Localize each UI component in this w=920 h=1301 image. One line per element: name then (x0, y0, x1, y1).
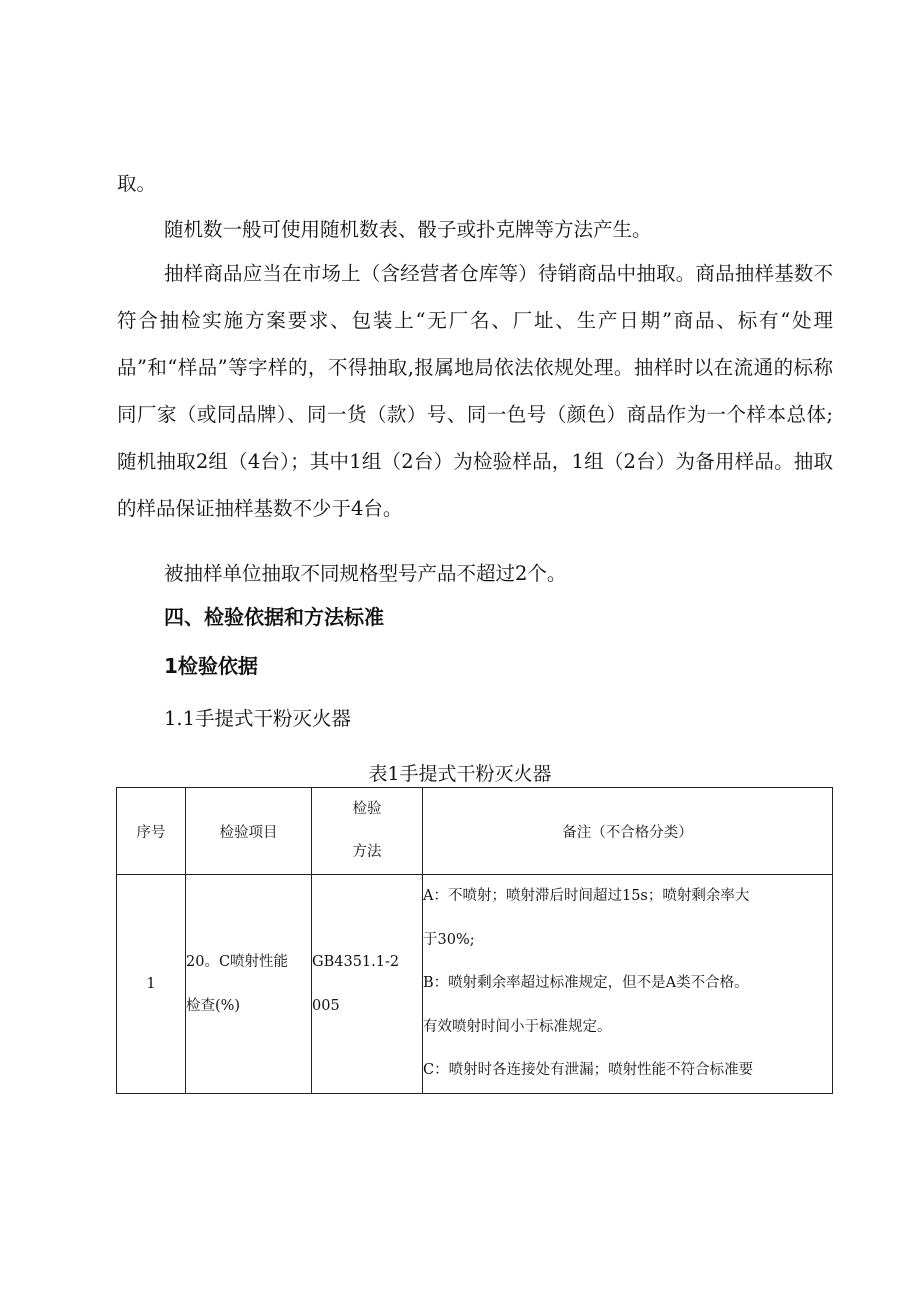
header-method-line2: 方法 (352, 844, 382, 860)
cell-item (186, 875, 312, 1094)
cell-method-line2: 005 (312, 998, 340, 1014)
inspection-table (116, 787, 833, 1094)
cell-method-line1: GB4351.1-2 (312, 954, 400, 970)
paragraph-continuation: 取。 (117, 172, 157, 195)
section-heading: 四、检验依据和方法标准 (164, 605, 384, 629)
cell-item-line1: 20。C喷射性能 (186, 954, 289, 970)
subheading-basis: 1检验依据 (164, 654, 258, 678)
paragraph-model-limit: 被抽样单位抽取不同规格型号产品不超过2个。 (164, 562, 567, 585)
table-caption: 表1手提式干粉灭火器 (368, 763, 552, 785)
header-remark: 备注（不合格分类） (423, 788, 833, 875)
remark-line: A：不喷射；喷射滞后时间超过15s；喷射剩余率大 (423, 888, 750, 904)
paragraph-sampling-rules: 抽样商品应当在市场上（含经营者仓库等）待销商品中抽取。商品抽样基数不符合抽检实施方案要求、包装上“无厂名、厂址、生产日期”商品、标有“处理品”和“样品”等字样的，不得抽取,报属地局依法依规处理。抽样时以在流通的标称同厂家（或同品牌）、同一货（款）号、同一色号（颜色）商品作为一个样本总体;随机抽取2组（4台）；其中1组（2台）为检验样品，1组（2台）为备用样品。抽取的样品保证抽样基数不少于4台。 (117, 262, 833, 520)
table-row (117, 875, 833, 1094)
remark-line: B：喷射剩余率超过标准规定，但不是A类不合格。 (423, 975, 749, 991)
cell-no: 1 (117, 875, 186, 1094)
header-method (312, 788, 423, 875)
paragraph-random-numbers: 随机数一般可使用随机数表、骰子或扑克牌等方法产生。 (164, 218, 652, 241)
cell-method (312, 875, 423, 1094)
header-method-line1: 检验 (352, 801, 382, 817)
header-no: 序号 (117, 788, 186, 875)
remark-line: C：喷射时各连接处有泄漏；喷射性能不符合标准要 (423, 1062, 754, 1078)
table-header-row (117, 788, 833, 875)
header-item: 检验项目 (186, 788, 312, 875)
cell-item-line2: 检查(%) (186, 998, 241, 1014)
remark-line: 有效喷射时间小于标准规定。 (423, 1018, 612, 1035)
subsubheading-extinguisher: 1.1手提式干粉灭火器 (164, 707, 352, 730)
remark-line: 于30%; (423, 931, 475, 948)
cell-remark (423, 875, 833, 1094)
